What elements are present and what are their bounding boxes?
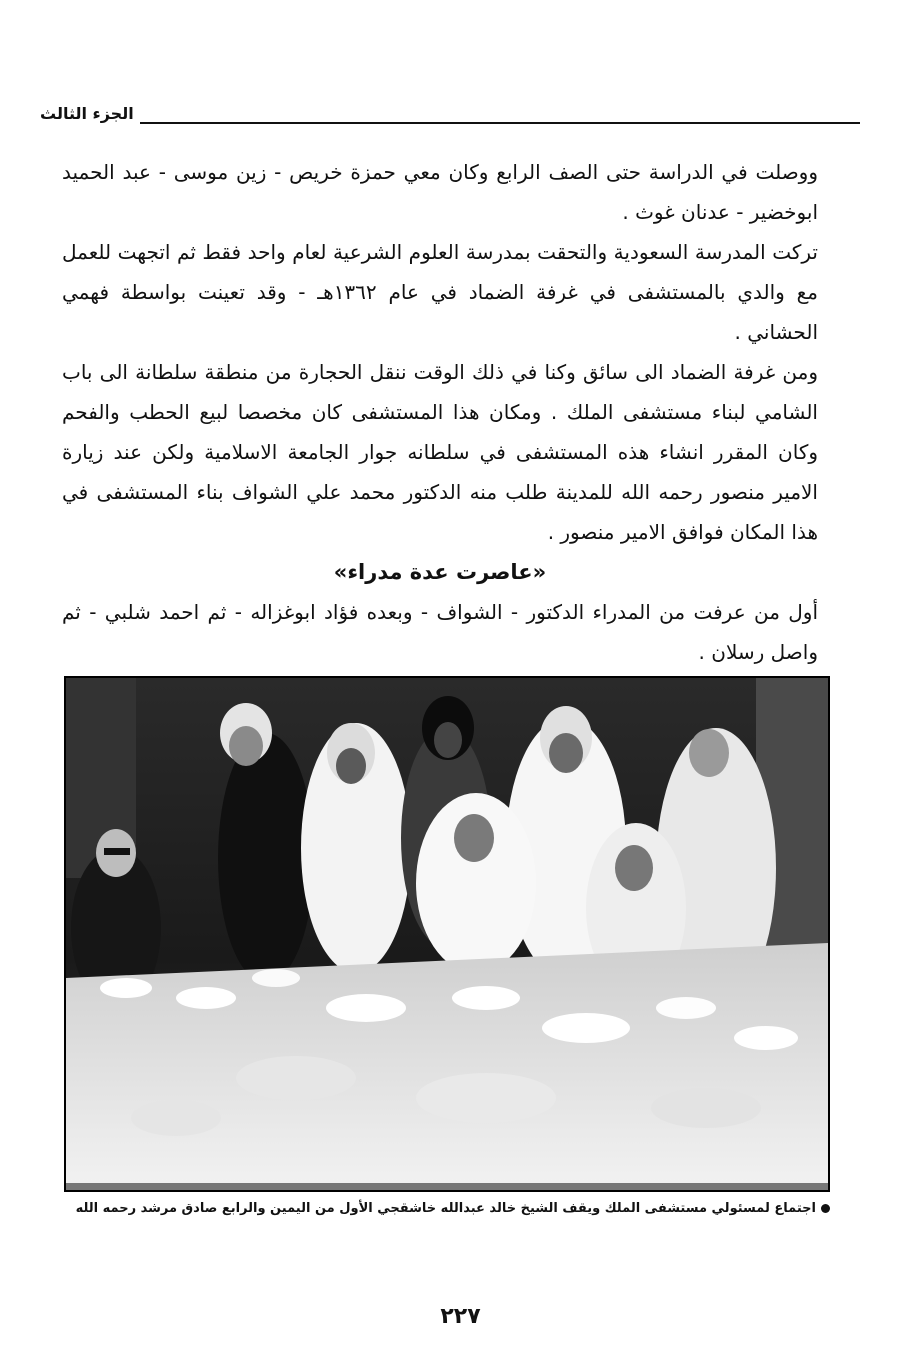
paragraph-3: ومن غرفة الضماد الى سائق وكنا في ذلك الوقت ننقل الحجارة من منطقة سلطانة الى باب الشامي لبناء مستشفى الملك . ومكان هذا المستشفى كان مخصصا لبيع الحطب والفحم وكان المقرر انشاء هذه المستشفى في سلطانه جوار الجامعة الاسلامية ولكن عند زيارة الامير منصور رحمه الله للمدينة طلب منه الدكتور محمد علي الشواف بناء المستشفى في هذا المكان فوافق الامير منصور . — [62, 360, 818, 544]
caption-text: اجتماع لمسئولي مستشفى الملك ويقف الشيخ خالد عبدالله خاشقجي الأول من اليمين والرابع صادق مرشد رحمه الله — [75, 1201, 816, 1216]
part-title: الجزء الثالث — [40, 104, 134, 123]
group-photo-image — [66, 678, 828, 1190]
paragraph-2: تركت المدرسة السعودية والتحقت بمدرسة العلوم الشرعية لعام واحد فقط ثم اتجهت للعمل مع والدي بالمستشفى في غرفة الضماد في عام ١٣٦٢هـ - وقد تعينت بواسطة فهمي الحشاني . — [62, 240, 818, 344]
group-photo — [64, 676, 830, 1192]
section-heading: «عاصرت عدة مدراء» — [333, 560, 547, 584]
paragraph-1: ووصلت في الدراسة حتى الصف الرابع وكان معي حمزة خريص - زين موسى - عبد الحميد ابوخضير - عدنان غوث . — [62, 160, 818, 224]
header-rule — [140, 122, 860, 124]
running-header — [40, 104, 860, 128]
photo-caption — [60, 1198, 830, 1220]
page-number: ٢٢٧ — [440, 1304, 481, 1329]
paragraph-4: أول من عرفت من المدراء الدكتور - الشواف - وبعده فؤاد ابوغزاله - ثم احمد شلبي - ثم واصل رسلان . — [62, 600, 818, 664]
body-text — [62, 152, 818, 672]
caption-bullet — [821, 1204, 830, 1213]
